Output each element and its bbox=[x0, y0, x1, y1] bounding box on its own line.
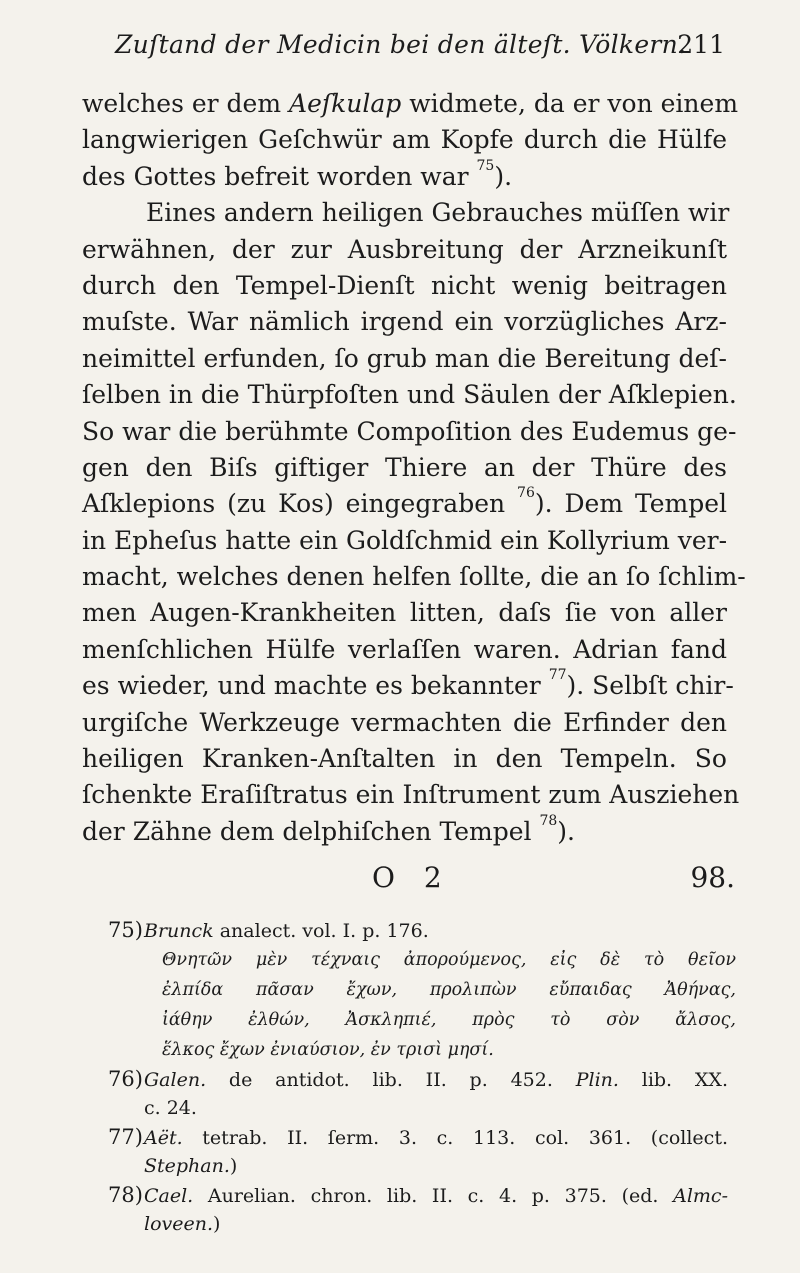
footnotes bbox=[108, 916, 736, 1239]
italic-text: Brunck bbox=[144, 920, 214, 942]
footnote bbox=[108, 1181, 728, 1239]
main-text bbox=[82, 86, 746, 850]
page-header bbox=[115, 30, 725, 70]
text-line: menſchlichen Hülfe verlaſſen waren. Adrian fand bbox=[82, 634, 727, 664]
greek-verse-line: Θνητῶν μὲν τέχναις ἀπορούμενος, εἰς δὲ τὸ θεῖον bbox=[162, 950, 736, 970]
text-line: Eines andern heiligen Gebrauches müſſen wir bbox=[146, 198, 730, 228]
footnote bbox=[108, 1123, 728, 1181]
text-line: macht, welches denen helfen ſollte, die an ſo ſchlim- bbox=[82, 562, 746, 592]
italic-text: Aeſkulap bbox=[289, 89, 402, 118]
text-line: ſchenkte Eraſiſtratus ein Inſtrument zum Ausziehen bbox=[82, 780, 740, 810]
text-line: welches er dem Aeſkulap widmete, da er von einem bbox=[82, 89, 739, 118]
text-line: in Epheſus hatte ein Goldſchmid ein Kollyrium ver- bbox=[82, 525, 728, 555]
text-line: urgiſche Werkzeuge vermachten die Erfinder den bbox=[82, 707, 727, 737]
footnote-ref: 75 bbox=[476, 157, 495, 174]
footnote-number: 77) bbox=[108, 1125, 143, 1149]
italic-text: Galen. bbox=[144, 1069, 207, 1091]
footnote-number: 76) bbox=[108, 1067, 143, 1091]
footnote-ref: 76 bbox=[517, 485, 535, 502]
text-line: langwierigen Geſchwür am Kopfe durch die Hülfe bbox=[82, 125, 727, 155]
text-line: durch den Tempel-Dienſt nicht wenig beitragen bbox=[82, 270, 727, 300]
italic-text: Plin. bbox=[575, 1069, 619, 1091]
text-line: des Gottes befreit worden war $^{75}$). bbox=[82, 157, 513, 191]
italic-text: Almc- bbox=[673, 1185, 728, 1207]
footnote-line: 77)Aët. tetrab. II. ſerm. 3. c. 113. col. 361. (collect. bbox=[108, 1123, 728, 1152]
footnote bbox=[108, 916, 736, 1065]
footnote-line: Stephan.) bbox=[144, 1155, 238, 1177]
text-line: ſelben in die Thürpfoſten und Säulen der Aſklepien. bbox=[82, 380, 737, 410]
italic-text: Aët. bbox=[144, 1127, 183, 1149]
text-line: muſste. War nämlich irgend ein vorzügliches Arz- bbox=[82, 307, 727, 337]
signature-mark: O 2 bbox=[372, 861, 452, 894]
catchword: 98. bbox=[690, 861, 735, 894]
greek-verse-line: ἕλκος ἔχων ἐνιαύσιον, ἐν τρισὶ μησί. bbox=[162, 1040, 494, 1060]
italic-text: Cael. bbox=[144, 1185, 194, 1207]
footnote-line: loveen.) bbox=[144, 1213, 221, 1235]
footnote-ref: 77 bbox=[548, 667, 567, 684]
running-title: Zuſtand der Medicin bei den älteſt. Völkern. bbox=[115, 30, 687, 59]
text-line: erwähnen, der zur Ausbreitung der Arzneikunſt bbox=[82, 234, 727, 264]
text-line: heiligen Kranken-Anſtalten in den Tempeln. So bbox=[82, 744, 727, 774]
footnote-ref: 78 bbox=[539, 812, 558, 829]
footnote bbox=[108, 1065, 728, 1123]
footnote-line: 75)Brunck analect. vol. I. p. 176. bbox=[108, 916, 728, 945]
footnote-number: 78) bbox=[108, 1183, 143, 1207]
page-number: 211 bbox=[677, 30, 725, 59]
signature-line bbox=[82, 861, 735, 897]
text-line: So war die berühmte Compoſition des Eudemus ge- bbox=[82, 416, 737, 446]
footnote-line: c. 24. bbox=[144, 1097, 197, 1119]
text-line: Aſklepions (zu Kos) eingegraben $^{76}$). Dem Tempel bbox=[82, 485, 727, 519]
footnote-number: 75) bbox=[108, 918, 143, 942]
text-line: gen den Biſs giftiger Thiere an der Thüre des bbox=[82, 452, 727, 482]
text-line: neimittel erfunden, ſo grub man die Bereitung deſ- bbox=[82, 343, 727, 373]
text-line: men Augen-Krankheiten litten, daſs ſie von aller bbox=[82, 598, 727, 628]
greek-verse-line: ἐλπίδα πᾶσαν ἔχων, προλιπὼν εὔπαιδας Ἀθήνας, bbox=[162, 980, 736, 1000]
footnote-line: 78)Cael. Aurelian. chron. lib. II. c. 4. p. 375. (ed. Almc- bbox=[108, 1181, 728, 1210]
greek-verse-line: ἰάθην ἐλθών, Ἀσκληπιέ, πρὸς τὸ σὸν ἄλσος, bbox=[162, 1010, 736, 1030]
text-line: der Zähne dem delphiſchen Tempel $^{78}$). bbox=[82, 812, 575, 846]
italic-text: loveen. bbox=[144, 1213, 214, 1235]
footnote-line: 76)Galen. de antidot. lib. II. p. 452. Plin. lib. XX. bbox=[108, 1065, 728, 1094]
text-line: es wieder, und machte es bekannter $^{77}$). Selbſt chir- bbox=[82, 667, 734, 701]
italic-text: Stephan. bbox=[144, 1155, 230, 1177]
